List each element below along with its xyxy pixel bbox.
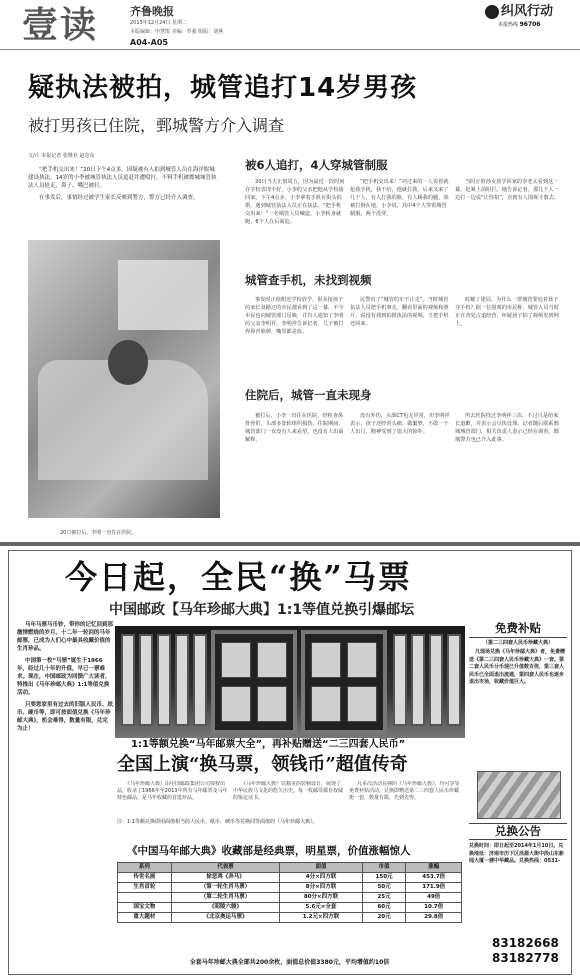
- table-row: [118, 913, 462, 923]
- article-column: [245, 296, 345, 372]
- stamp-price-table: [117, 862, 462, 923]
- exchange-notice-title: 兑换公告: [469, 823, 567, 840]
- ad-paragraph: 只要您家里有过去的旧版人民币、纸币、硬币等，即可按面值兑换《马年珍邮大典》，机会难得，数量有限，兑完为止！: [17, 702, 114, 732]
- column-name: 纠风行动: [501, 4, 554, 19]
- ad-footer: 全套马年珍邮大典全部共200余枚，面值总价值3380元，平均增值约10倍: [189, 959, 390, 966]
- table-cell: 徐悲鸿《奔马》: [171, 873, 280, 883]
- article-paragraph: 没有外伤，头部CT也无异常，但李明祥表示，孩子还经常头痛、做噩梦，不敢一个人出门，精神受到了很大的惊吓。: [350, 413, 450, 435]
- stamp-sheet: [301, 630, 387, 734]
- stamp-frame: [447, 634, 461, 726]
- section-heading: 城管查手机，未找到视频: [245, 273, 372, 287]
- article-paragraph: “把手机交出来！”冲过来的一人说着就抢我手机，我不给，他就打我。后来又来了几个人，有人打我的脸，有人踢我的腿，我被打倒在地。小李说，其中4个人穿着城管制服，两个没穿。: [350, 179, 449, 217]
- section-divider: [0, 542, 580, 546]
- ad-column: [349, 781, 461, 817]
- ad-column: [233, 781, 345, 817]
- article-paragraph: 事发时正值附近学校放学，很多接孩子的家长及路过的市民都看到了这一幕。不少市民也向城管部门反映，并有人通知了李明的父亲李明祥。李明祥告诉记者，儿子被打得鼻青脸肿，嘴里都是血。: [245, 297, 344, 335]
- article-paragraph: 时解了迷局。为什么一帮城管要追着孩子夺手机？据一位围观的市民称，城管人员当时正在查处占道经营，怀疑孩子拍了视频发到网上。: [455, 297, 559, 327]
- table-cell: （第一轮生肖马票）: [171, 883, 280, 893]
- stamp-advertisement: [8, 550, 572, 975]
- stamp-frame: [157, 634, 171, 726]
- masthead: [0, 0, 580, 50]
- exchange-notice: [469, 823, 567, 866]
- table-cell: [118, 893, 172, 903]
- table-cell: 10.7倍: [406, 903, 462, 913]
- column-logo: [485, 4, 553, 19]
- ad-subtitle: 中国邮政【马年珍邮大典】1:1等值兑换引爆邮坛: [109, 602, 415, 618]
- stamp-frame: [193, 634, 207, 726]
- stamp-frame: [411, 634, 425, 726]
- photo-patient: [108, 340, 148, 385]
- section-title: 壹读: [22, 4, 99, 46]
- table-cell: 150元: [362, 873, 406, 883]
- stamp-frame: [121, 634, 135, 726]
- article-column: [350, 296, 450, 372]
- table-cell: 生肖首轮: [118, 883, 172, 893]
- table-header: 市值: [362, 863, 406, 873]
- table-row: [118, 873, 462, 883]
- article-paragraph: 当时正值孙女放学回家的李老太看到这一幕，赶紧上前阻拦。她告诉记者，那几个人一边打一边说“让你拍”，直到有人围观才散去。: [455, 179, 559, 201]
- table-cell: 8分×四方联: [280, 883, 362, 893]
- ad-paragraph: 《马年珍邮大典》由中国邮政集团公司授权出品，收录了1966年至2013年所有马年邮票及马年特色邮品，是马年收藏的首选珍品。: [117, 781, 228, 801]
- stamp-frame: [429, 634, 443, 726]
- table-row: [118, 893, 462, 903]
- phone-number: 83182668: [492, 936, 559, 950]
- hotline: [498, 21, 540, 29]
- photo-caption: 20日被打后，李明一直住在医院。: [60, 530, 137, 536]
- table-title: 《中国马年邮大典》收藏部是经典票，明星票，价值涨幅惊人: [127, 845, 411, 857]
- table-cell: 国宝文物: [118, 903, 172, 913]
- table-cell: （第二轮生肖马票）: [171, 893, 280, 903]
- article-column: [455, 412, 559, 532]
- table-cell: 49倍: [406, 893, 462, 903]
- news-photo: [28, 240, 220, 518]
- table-cell: 171.9倍: [406, 883, 462, 893]
- table-header: 面值: [280, 863, 362, 873]
- lead-paragraph: 在事发后，事情经过被学生家长反映到警方，警方已经介入调查。: [39, 195, 199, 201]
- article-paragraph: 所去医院找过李明祥三次，不过只是给家长道歉，并表示会尽快处理。记者随后联系鄄城城管部门，相关负责人表示已经在调查，鄄城警方也已介入此事。: [455, 413, 559, 443]
- hotline-label: 本报热线: [498, 22, 519, 28]
- byline: 文/片 本报记者 张继业 赵念东: [28, 153, 95, 159]
- banknote-image: [477, 771, 561, 819]
- ad-column: [117, 781, 229, 817]
- free-subsidy-text: 凡现场兑换《马年珍邮大典》者，免费赠送《第二三四套人民币珍藏大典》一套。第二套人民币分币现已升值数百倍，第三套人民币已全面退出流通，第四套人民币也逐步退出市场，收藏价值巨大。: [469, 649, 566, 685]
- table-header: 涨幅: [406, 863, 462, 873]
- table-cell: 25元: [362, 893, 406, 903]
- stamp-frame: [139, 634, 153, 726]
- article-column: [350, 178, 450, 256]
- article-column: [350, 412, 450, 532]
- phone-number: 83182778: [492, 951, 559, 965]
- table-row: [118, 883, 462, 893]
- article-paragraph: 民警出了“城管的车不让走”。当时城管执法人员把手机拿走，翻看里面的视频和照片，说没有找到拍摄执法的视频，才把手机还回来。: [350, 297, 449, 327]
- table-cell: 《北京奥运马票》: [171, 913, 280, 923]
- table-cell: 80分×四方联: [280, 893, 362, 903]
- stamp-frame: [393, 634, 407, 726]
- table-header: 代表票: [171, 863, 280, 873]
- table-cell: 29.8倍: [406, 913, 462, 923]
- subheadline: 被打男孩已住院，鄄城警方介入调查: [28, 116, 285, 135]
- editor-credits: 本版编辑：申慧凯 美编：罗强 组版：刘燕: [130, 29, 224, 35]
- article-column: [245, 178, 345, 256]
- ad-left-text: [17, 621, 113, 737]
- ad-offer-headline: 全国上演“换马票，领钱币”超值传奇: [117, 754, 408, 775]
- article-column: [455, 178, 559, 256]
- table-cell: 453.7倍: [406, 873, 462, 883]
- table-cell: 60元: [362, 903, 406, 913]
- table-cell: 1.2元×四方联: [280, 913, 362, 923]
- issue-date: 2013年12月24日 星期二: [130, 20, 188, 26]
- table-cell: 20元: [362, 913, 406, 923]
- free-subsidy-subtitle: （第二三四套人民币珍藏大典）: [482, 640, 553, 646]
- hotline-number: 96706: [519, 21, 541, 28]
- table-cell: 传世名画: [118, 873, 172, 883]
- table-header-row: [118, 863, 462, 873]
- page-range: A04-A05: [130, 38, 168, 47]
- column-logo-icon: [485, 5, 499, 19]
- article-paragraph: 被打后，小李一直住在医院，经检查鼻骨骨折，头部多处软组织损伤。住院期间，城管部门一直没有人来看望，也没有人出面解释。: [245, 413, 344, 443]
- table-cell: 4分×四方联: [280, 873, 362, 883]
- ad-note: 注：1:1等额兑换即用面值相当的人民币、纸币、硬币等兑换同等面值的《马年珍邮大典》。: [117, 819, 318, 825]
- article-column: [455, 296, 559, 372]
- lead-paragraph: “把手机交出来！”20日下午4点多，因疑被有人拍到城管人员在海洋娱城建设执法，14岁的小李被城管执法人员追赶并遭殴打。不料手机被鄄城城管执法人员抢走，鼻子、嘴巴被打。: [28, 167, 217, 189]
- article-column: [245, 412, 345, 532]
- table-header: 系列: [118, 863, 172, 873]
- newspaper-brand: 齐鲁晚报: [130, 5, 174, 18]
- ad-paragraph: 马年马票马币钞，带你的记忆回到那激情燃烧的岁月。十二年一轮回的马年邮票，已成为人们心中最具收藏价值的生肖珍品。: [17, 622, 114, 652]
- table-cell: 50元: [362, 883, 406, 893]
- ad-paragraph: 凡本次活动兑换的《马年珍邮大典》，均可享受免费补贴活动，兑换即赠送第二三四套人民币珍藏册一套，数量有限，先到先得。: [349, 781, 460, 801]
- exchange-notice-text: 兑换时间：即日起至2014年1月10日。兑换地址：济南市历下区泺源大街中段山东新闻大厦一楼中华藏品。兑换热线：0531-: [469, 843, 565, 864]
- photo-window: [118, 260, 208, 330]
- article-paragraph: 20日当天正值周五，因为最近一段时间在学校表现不好，小李的父亲把他从学校接回家。下午4点多，小李拿着手机在街头拍摄，遇到城管执法人员正在执法。“把手机交出来！”一名城管人员喊道。小李转身就跑，6个人在后面追。: [245, 179, 345, 225]
- lead-text: [28, 166, 218, 206]
- ad-paragraph: 《马年珍邮大典》以精美的装帧设计，展现了中华民族马文化的悠久历史，每一枚邮票都有权威的鉴定证书。: [233, 781, 344, 801]
- stamp-frame: [175, 634, 189, 726]
- table-cell: 重大题材: [118, 913, 172, 923]
- headline: 疑执法被拍，城管追打14岁男孩: [28, 73, 418, 103]
- ad-paragraph: 中国第一枚“马票”诞生于1966年，经过几十年的升值，早已一票难求。现在，中国邮政为回馈广大读者，特推出《马年珍邮大典》1:1等值兑换活动。: [17, 658, 111, 696]
- free-subsidy-title: 免费补贴: [469, 621, 567, 638]
- section-heading: 住院后，城管一直未现身: [245, 388, 372, 402]
- stamp-sheet: [211, 630, 297, 734]
- ad-offer-line: 1:1等额兑换“马年邮票大全”，再补贴赠送“二三四套人民币”: [131, 739, 406, 750]
- stamp-collection-image: [115, 626, 465, 738]
- table-cell: 《昭陵六骏》: [171, 903, 280, 913]
- ad-title: 今日起，全民“换”马票: [65, 558, 412, 596]
- table-row: [118, 903, 462, 913]
- table-cell: 5.6元×全套: [280, 903, 362, 913]
- section-heading: 被6人追打，4人穿城管制服: [245, 158, 388, 172]
